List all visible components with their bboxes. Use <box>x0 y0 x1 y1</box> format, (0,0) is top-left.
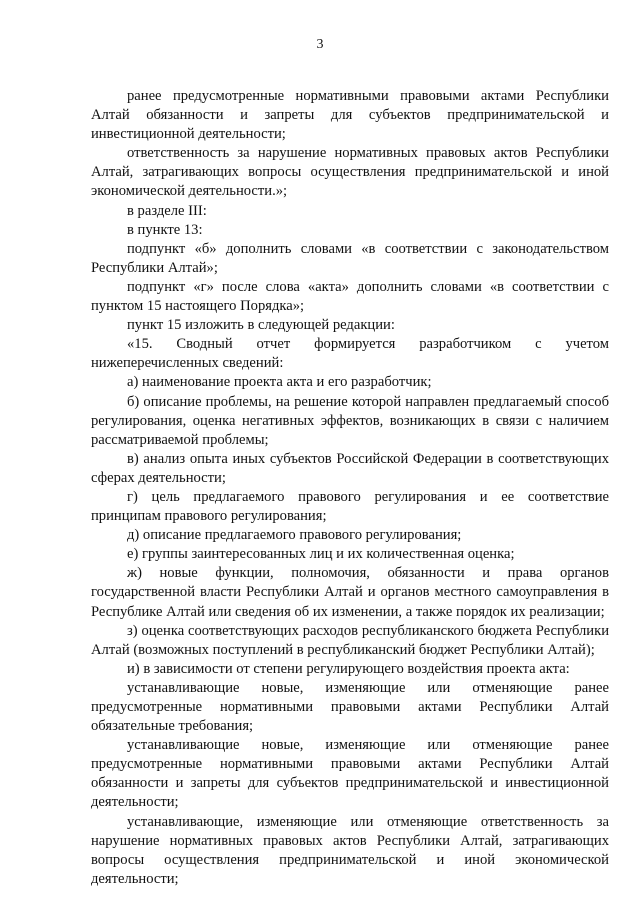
paragraph-4: в пункте 13: <box>127 221 203 238</box>
paragraph-8: «15. Сводный отчет формируется разработчиком с учетом нижеперечисленных сведений: <box>91 336 609 372</box>
paragraph-12: г) цель предлагаемого правового регулирования и ее соответствие принципам правового регулирования; <box>91 488 609 525</box>
paragraph-7: пункт 15 изложить в следующей редакции: <box>127 317 395 334</box>
paragraph-2: ответственность за нарушение нормативных правовых актов Республики Алтай, затрагивающих вопросы осуществления предпринимательской и иной экономической деятельности.»; <box>91 145 609 200</box>
paragraph-1: ранее предусмотренные нормативными правовыми актами Республики Алтай обязанности и запреты для субъектов предпринимательской и инвестиционной деятельности; <box>91 88 609 143</box>
paragraph-9: а) наименование проекта акта и его разработчик; <box>127 374 432 391</box>
paragraph-15: ж) новые функции, полномочия, обязанности и права органов государственной власти Республики Алтай и органов местного самоуправления в Республике Алтай или сведения об их изменении, а также порядок их реализации; <box>91 565 609 620</box>
paragraph-18: устанавливающие новые, изменяющие или отменяющие ранее предусмотренные нормативными правовыми актами Республики Алтай обязательные требования; <box>91 679 609 735</box>
paragraph-16: з) оценка соответствующих расходов республиканского бюджета Республики Алтай (возможных поступлений в республиканский бюджет Республики Алтай); <box>91 622 609 658</box>
paragraph-3: в разделе III: <box>127 202 207 219</box>
paragraph-6: подпункт «г» после слова «акта» дополнить словами «в соответствии с пунктом 15 настоящего Порядка»; <box>91 278 609 315</box>
paragraph-13: д) описание предлагаемого правового регулирования; <box>127 527 462 544</box>
paragraph-17: и) в зависимости от степени регулирующего воздействия проекта акта: <box>127 660 570 677</box>
paragraph-19: устанавливающие новые, изменяющие или отменяющие ранее предусмотренные нормативными правовыми актами Республики Алтай обязанности и запреты для субъектов предпринимательской и инвестиционной деятельности; <box>91 737 609 811</box>
paragraph-14: е) группы заинтересованных лиц и их количественная оценка; <box>127 546 515 563</box>
paragraph-5: подпункт «б» дополнить словами «в соответствии с законодательством Республики Алтай»; <box>91 240 609 276</box>
document-body <box>91 87 609 889</box>
paragraph-11: в) анализ опыта иных субъектов Российской Федерации в соответствующих сферах деятельности; <box>91 450 609 486</box>
paragraph-20: устанавливающие, изменяющие или отменяющие ответственность за нарушение нормативных правовых актов Республики Алтай, затрагивающих вопросы осуществления предпринимательской и иной экономической деятельности; <box>91 813 609 887</box>
paragraph-10: б) описание проблемы, на решение которой направлен предлагаемый способ регулирования, оценка негативных эффектов, возникающих в связи с наличием рассматриваемой проблемы; <box>91 393 609 448</box>
page-number: 3 <box>316 37 324 52</box>
